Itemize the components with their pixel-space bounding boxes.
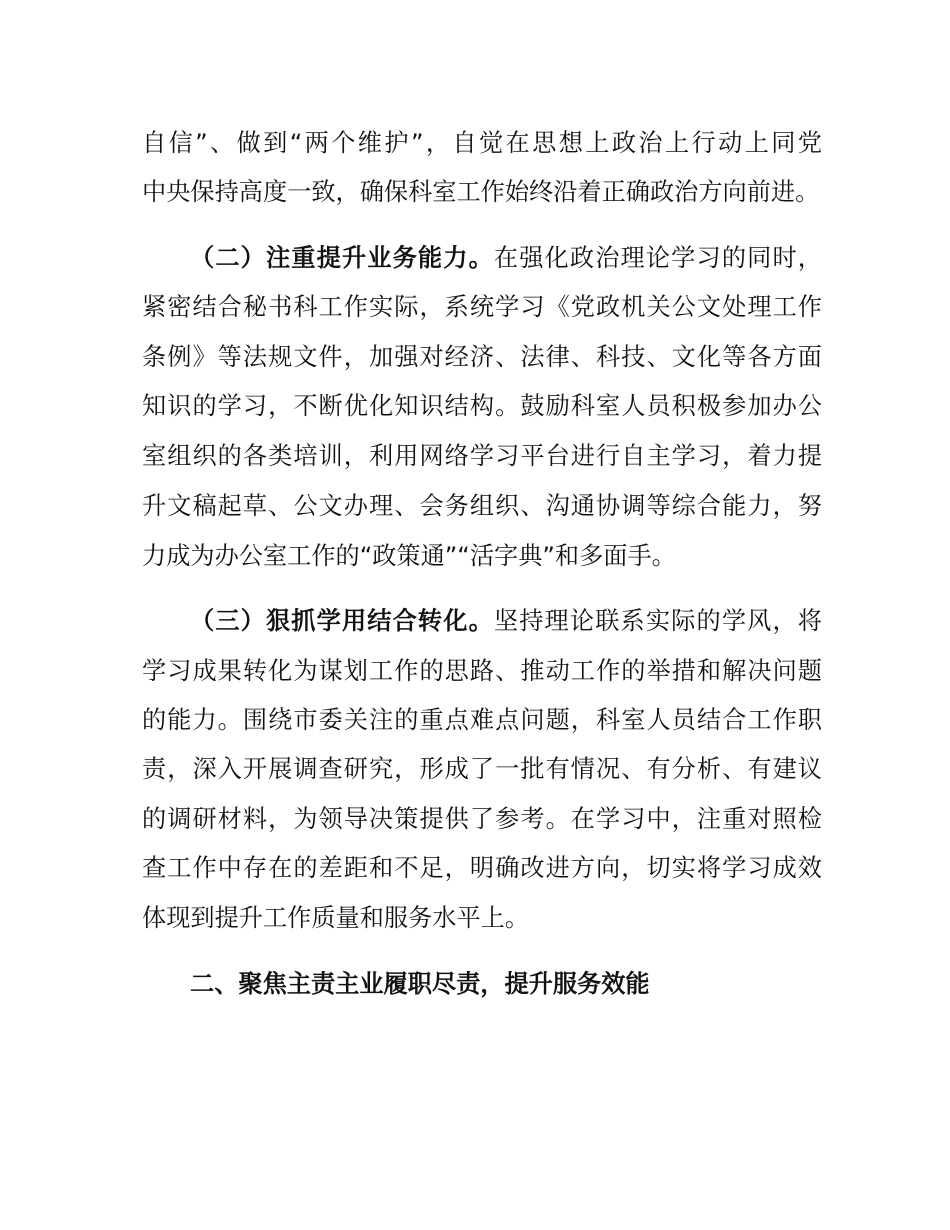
- paragraph-3-line-4: 责，深入开展调查研究，形成了一批有情况、有分析、有建议: [142, 755, 822, 783]
- paragraph-1-line-2: 中央保持高度一致，确保科室工作始终沿着正确政治方向前进。: [142, 178, 820, 206]
- paragraph-3-line-1: [190, 605, 822, 637]
- paragraph-3-line-6: 查工作中存在的差距和不足，明确改进方向，切实将学习成效: [142, 854, 822, 882]
- paragraph-2-line-2: 紧密结合秘书科工作实际，系统学习《党政机关公文处理工作: [142, 293, 822, 321]
- paragraph-2-line-4: 知识的学习，不断优化知识结构。鼓励科室人员积极参加办公: [142, 392, 822, 420]
- paragraph-3-lead-bold: （三）狠抓学用结合转化。: [190, 607, 494, 635]
- paragraph-2-line-5: 室组织的各类培训，利用网络学习平台进行自主学习，着力提: [142, 442, 822, 470]
- paragraph-3-line-2: 学习成果转化为谋划工作的思路、推动工作的举措和解决问题: [142, 657, 822, 685]
- paragraph-1-line-1: 自信”、做到“两个维护”，自觉在思想上政治上行动上同党: [142, 129, 822, 157]
- paragraph-3-line-7: 体现到提升工作质量和服务水平上。: [142, 904, 530, 932]
- paragraph-2-line-1: [190, 242, 822, 274]
- paragraph-3-line-5: 的调研材料，为领导决策提供了参考。在学习中，注重对照检: [142, 805, 822, 833]
- section-heading: 二、聚焦主责主业履职尽责，提升服务效能: [190, 970, 650, 998]
- paragraph-2-line-6: 升文稿起草、公文办理、会务组织、沟通协调等综合能力，努: [142, 492, 822, 520]
- paragraph-2-lead-rest: 在强化政治理论学习的同时，: [493, 244, 822, 272]
- paragraph-2-line-7: 力成为办公室工作的“政策通”“活字典”和多面手。: [142, 542, 676, 570]
- paragraph-2-line-3: 条例》等法规文件，加强对经济、法律、科技、文化等各方面: [142, 343, 822, 371]
- paragraph-3-line-3: 的能力。围绕市委关注的重点难点问题，科室人员结合工作职: [142, 706, 822, 734]
- paragraph-2-lead-bold: （二）注重提升业务能力。: [190, 244, 494, 272]
- paragraph-3-lead-rest: 坚持理论联系实际的学风，将: [493, 607, 822, 635]
